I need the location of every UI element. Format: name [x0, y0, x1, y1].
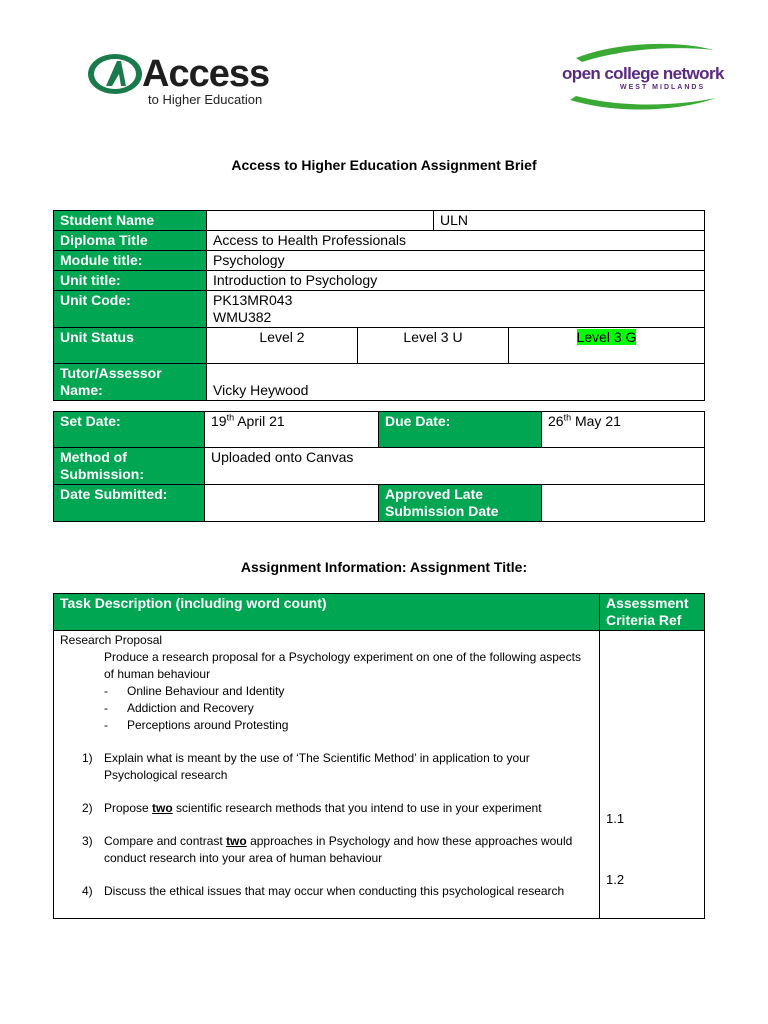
module-title-value: Psychology — [207, 251, 705, 271]
proposal-title: Research Proposal — [60, 633, 163, 647]
status-level-3g-label: Level 3 G — [576, 329, 637, 345]
ocn-logo-region: WEST MIDLANDS — [620, 84, 706, 91]
task-description-header: Task Description (including word count) — [54, 594, 600, 631]
status-level-3g[interactable] — [509, 328, 705, 364]
set-date-suffix: th — [226, 412, 235, 423]
question-3-pre: Compare and contrast — [104, 834, 227, 848]
unit-status-label: Unit Status — [54, 328, 207, 364]
unit-title-value: Introduction to Psychology — [207, 271, 705, 291]
method-value: Uploaded onto Canvas — [205, 448, 705, 485]
diploma-title-label: Diploma Title — [54, 231, 207, 251]
proposal-intro: Produce a research proposal for a Psychology experiment on one of the following aspects of human behaviour — [104, 650, 581, 681]
access-logo-word: Access — [142, 53, 270, 95]
question-1 — [60, 750, 593, 784]
question-4-number: 4) — [82, 884, 93, 898]
date-submitted-field[interactable] — [205, 485, 379, 522]
criteria-ref-1: 1.1 — [606, 811, 625, 826]
task-table — [53, 593, 705, 919]
tutor-label: Tutor/Assessor Name: — [54, 364, 207, 401]
question-4-text: Discuss the ethical issues that may occur when conducting this psychological research — [104, 884, 565, 898]
date-submitted-label: Date Submitted: — [54, 485, 205, 522]
set-date-month: April 21 — [234, 413, 285, 429]
unit-code-label: Unit Code: — [54, 291, 207, 328]
set-date-value — [205, 412, 379, 448]
dates-table — [53, 411, 705, 522]
unit-code-line-1: PK13MR043 — [213, 292, 293, 308]
access-emblem-icon — [86, 52, 144, 96]
late-submission-field[interactable] — [542, 485, 705, 522]
module-title-label: Module title: — [54, 251, 207, 271]
set-date-label: Set Date: — [54, 412, 205, 448]
question-3-post: approaches in Psychology and how these approaches would conduct research into your area of human behaviour — [104, 834, 573, 865]
method-label: Method of Submission: — [54, 448, 205, 485]
status-level-3u[interactable]: Level 3 U — [358, 328, 509, 364]
criteria-ref-header: Assessment Criteria Ref — [600, 594, 705, 631]
ocn-logo — [556, 40, 724, 120]
question-2-emphasis: two — [152, 801, 173, 815]
student-name-label: Student Name — [54, 211, 207, 231]
status-level-2[interactable]: Level 2 — [207, 328, 358, 364]
assignment-heading: Assignment Information: Assignment Title: — [240, 559, 528, 575]
criteria-ref-cell — [600, 631, 705, 919]
question-2-pre: Propose — [104, 801, 153, 815]
tutor-value: Vicky Heywood — [207, 364, 705, 401]
question-3-emphasis: two — [226, 834, 247, 848]
due-date-suffix: th — [563, 412, 572, 423]
list-item: - Perceptions around Protesting — [60, 717, 593, 734]
question-3 — [60, 833, 593, 867]
question-4 — [60, 883, 593, 900]
question-2 — [60, 800, 593, 817]
diploma-title-value: Access to Health Professionals — [207, 231, 705, 251]
student-info-table — [53, 210, 705, 401]
unit-title-label: Unit title: — [54, 271, 207, 291]
list-item: - Online Behaviour and Identity — [60, 683, 593, 700]
question-3-number: 3) — [82, 834, 93, 848]
ocn-logo-name: open college network — [562, 64, 724, 83]
criteria-ref-2: 1.2 — [606, 872, 625, 887]
access-logo — [86, 50, 276, 112]
task-description-cell — [54, 631, 600, 919]
uln-label: ULN — [440, 212, 469, 228]
uln-field[interactable] — [434, 211, 705, 231]
aspects-list — [60, 683, 593, 734]
due-date-month: May 21 — [571, 413, 621, 429]
due-date-label: Due Date: — [379, 412, 542, 448]
page-title: Access to Higher Education Assignment Brief — [231, 157, 537, 173]
question-1-number: 1) — [82, 751, 93, 765]
student-name-field[interactable] — [207, 211, 434, 231]
question-1-text: Explain what is meant by the use of ‘The Scientific Method’ in application to your Psychological research — [104, 751, 530, 782]
access-logo-subtitle: to Higher Education — [148, 92, 263, 107]
unit-code-line-2: WMU382 — [213, 309, 272, 325]
due-date-day: 26 — [548, 413, 564, 429]
question-2-post: scientific research methods that you intend to use in your experiment — [172, 801, 542, 815]
list-item: - Addiction and Recovery — [60, 700, 593, 717]
unit-code-value — [207, 291, 705, 328]
late-submission-label: Approved Late Submission Date — [379, 485, 542, 522]
question-2-number: 2) — [82, 801, 93, 815]
due-date-value — [542, 412, 705, 448]
set-date-day: 19 — [211, 413, 227, 429]
